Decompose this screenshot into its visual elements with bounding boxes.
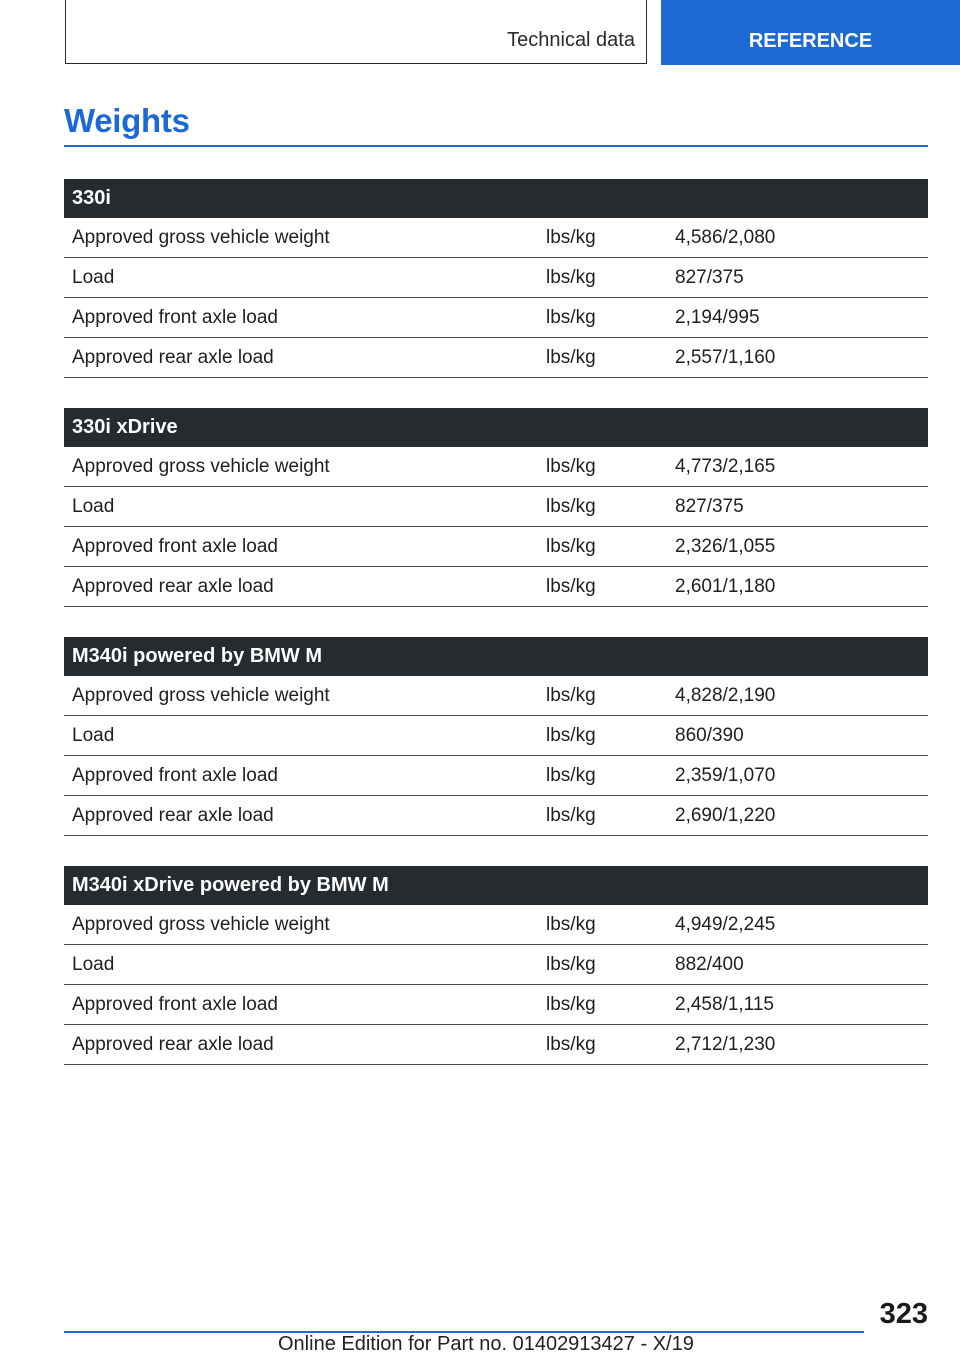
row-unit: lbs/kg xyxy=(538,905,667,945)
row-value: 2,458/1,115 xyxy=(667,985,928,1025)
row-value: 2,194/995 xyxy=(667,298,928,338)
row-label: Approved front axle load xyxy=(64,527,538,567)
edition-note: Online Edition for Part no. 01402913427 - X/19 xyxy=(278,1333,694,1355)
table-row xyxy=(64,487,928,527)
table-header-row xyxy=(64,179,928,218)
weights-table-330i xyxy=(64,179,928,378)
row-unit: lbs/kg xyxy=(538,796,667,836)
table-row xyxy=(64,258,928,298)
row-unit: lbs/kg xyxy=(538,945,667,985)
table-row xyxy=(64,716,928,756)
table-row xyxy=(64,338,928,378)
table-title: 330i xyxy=(64,179,928,218)
row-value: 882/400 xyxy=(667,945,928,985)
row-unit: lbs/kg xyxy=(538,527,667,567)
weights-tables xyxy=(64,179,928,1095)
row-label: Approved front axle load xyxy=(64,298,538,338)
table-row xyxy=(64,985,928,1025)
table-title: M340i xDrive powered by BMW M xyxy=(64,866,928,905)
row-value: 860/390 xyxy=(667,716,928,756)
table-row xyxy=(64,527,928,567)
row-unit: lbs/kg xyxy=(538,218,667,258)
row-value: 4,773/2,165 xyxy=(667,447,928,487)
row-label: Load xyxy=(64,487,538,527)
row-unit: lbs/kg xyxy=(538,298,667,338)
row-unit: lbs/kg xyxy=(538,716,667,756)
table-row xyxy=(64,796,928,836)
section-title: Technical data xyxy=(507,29,635,51)
row-unit: lbs/kg xyxy=(538,985,667,1025)
table-title: M340i powered by BMW M xyxy=(64,637,928,676)
table-title: 330i xDrive xyxy=(64,408,928,447)
table-row xyxy=(64,447,928,487)
row-label: Approved front axle load xyxy=(64,756,538,796)
row-unit: lbs/kg xyxy=(538,676,667,716)
row-label: Approved rear axle load xyxy=(64,567,538,607)
row-label: Approved rear axle load xyxy=(64,338,538,378)
weights-table-m340i-xdrive xyxy=(64,866,928,1065)
row-value: 2,601/1,180 xyxy=(667,567,928,607)
row-unit: lbs/kg xyxy=(538,1025,667,1065)
row-unit: lbs/kg xyxy=(538,756,667,796)
table-row xyxy=(64,1025,928,1065)
table-row xyxy=(64,945,928,985)
weights-table-m340i xyxy=(64,637,928,836)
title-divider xyxy=(64,145,928,147)
row-value: 4,586/2,080 xyxy=(667,218,928,258)
row-unit: lbs/kg xyxy=(538,338,667,378)
row-label: Load xyxy=(64,716,538,756)
row-unit: lbs/kg xyxy=(538,487,667,527)
table-row xyxy=(64,676,928,716)
row-value: 2,326/1,055 xyxy=(667,527,928,567)
row-value: 4,828/2,190 xyxy=(667,676,928,716)
reference-tab-label: REFERENCE xyxy=(748,30,873,52)
weights-table-330i-xdrive xyxy=(64,408,928,607)
table-header-row xyxy=(64,866,928,905)
table-header-row xyxy=(64,408,928,447)
row-value: 2,712/1,230 xyxy=(667,1025,928,1065)
table-row xyxy=(64,218,928,258)
row-value: 827/375 xyxy=(667,487,928,527)
table-row xyxy=(64,298,928,338)
row-label: Approved rear axle load xyxy=(64,796,538,836)
reference-tab[interactable] xyxy=(661,0,960,65)
table-row xyxy=(64,905,928,945)
row-unit: lbs/kg xyxy=(538,567,667,607)
page-title: Weights xyxy=(64,102,190,139)
row-unit: lbs/kg xyxy=(538,447,667,487)
row-unit: lbs/kg xyxy=(538,258,667,298)
row-value: 827/375 xyxy=(667,258,928,298)
row-label: Approved rear axle load xyxy=(64,1025,538,1065)
row-value: 2,557/1,160 xyxy=(667,338,928,378)
row-label: Load xyxy=(64,945,538,985)
row-label: Approved gross vehicle weight xyxy=(64,676,538,716)
row-value: 2,359/1,070 xyxy=(667,756,928,796)
row-value: 4,949/2,245 xyxy=(667,905,928,945)
row-label: Approved gross vehicle weight xyxy=(64,905,538,945)
row-label: Approved gross vehicle weight xyxy=(64,218,538,258)
row-value: 2,690/1,220 xyxy=(667,796,928,836)
row-label: Approved front axle load xyxy=(64,985,538,1025)
page-number: 323 xyxy=(879,1298,928,1330)
row-label: Load xyxy=(64,258,538,298)
table-row xyxy=(64,756,928,796)
table-header-row xyxy=(64,637,928,676)
row-label: Approved gross vehicle weight xyxy=(64,447,538,487)
table-row xyxy=(64,567,928,607)
